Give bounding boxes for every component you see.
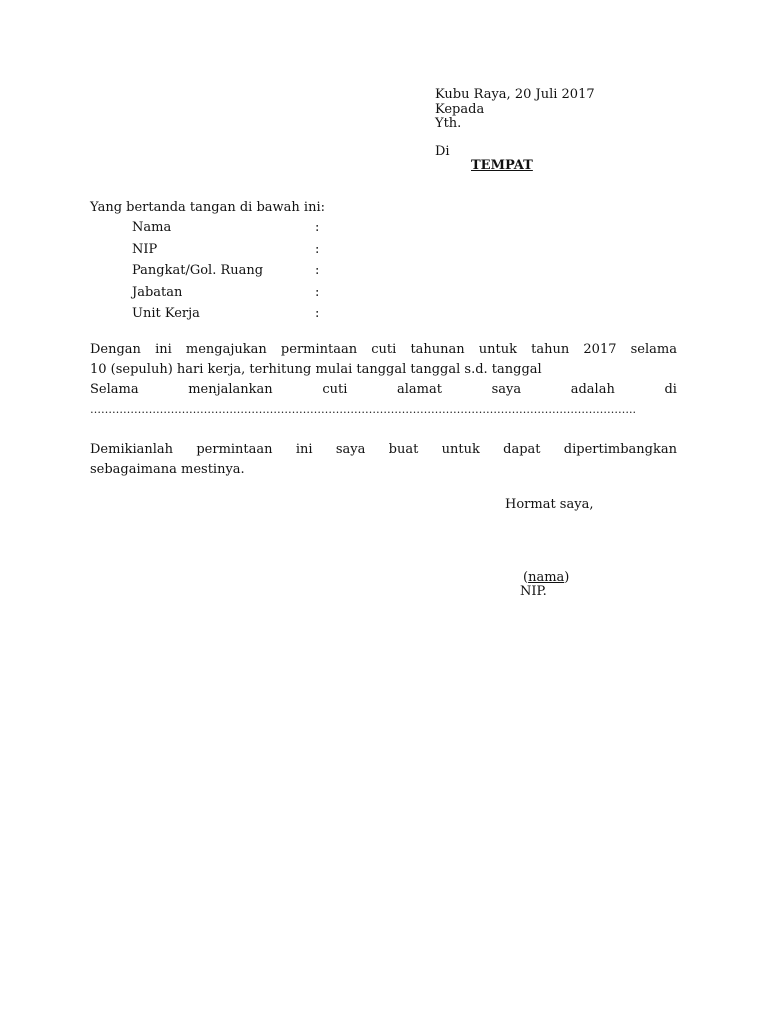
field-colon: : <box>315 220 320 235</box>
field-colon: : <box>315 263 320 278</box>
yth-label: Yth. <box>435 116 462 131</box>
tempat-label: TEMPAT <box>471 158 533 173</box>
request-line-2: 10 (sepuluh) hari kerja, terhitung mulai tanggal tanggal s.d. tanggal <box>90 362 542 377</box>
address-word: adalah <box>570 382 615 397</box>
closing-line-1: Demikianlah permintaan ini saya buat untuk dapat dipertimbangkan <box>90 442 677 457</box>
field-colon: : <box>315 242 320 257</box>
closing-line-2: sebagaimana mestinya. <box>90 462 245 477</box>
closing-paragraph <box>90 440 677 480</box>
place-date: Kubu Raya, 20 Juli 2017 <box>435 87 595 102</box>
field-label-nama: Nama <box>132 220 172 235</box>
address-word: cuti <box>322 382 348 397</box>
request-paragraph <box>90 340 677 420</box>
di-label: Di <box>435 144 450 159</box>
signature-name-text: nama <box>528 570 565 585</box>
kepada-label: Kepada <box>435 102 485 117</box>
address-word: di <box>664 382 677 397</box>
paren-open: ( <box>523 570 529 585</box>
signature-nip: NIP. <box>520 584 547 599</box>
address-word: saya <box>491 382 522 397</box>
field-colon: : <box>315 306 320 321</box>
address-word: Selama <box>90 382 139 397</box>
greeting: Hormat saya, <box>505 497 594 512</box>
address-line <box>90 380 677 400</box>
field-label-nip: NIP <box>132 242 158 257</box>
field-label-unit-kerja: Unit Kerja <box>132 306 200 321</box>
request-line-1-text: Dengan ini mengajukan permintaan cuti tahunan untuk tahun 2017 selama <box>90 342 677 357</box>
address-word: menjalankan <box>188 382 273 397</box>
request-line-1 <box>90 340 677 360</box>
address-dots: ………………………………………………………………………………………………………………………………….. <box>90 403 636 416</box>
field-colon: : <box>315 285 320 300</box>
address-word: alamat <box>396 382 442 397</box>
intro-text: Yang bertanda tangan di bawah ini: <box>90 200 325 215</box>
paren-close: ) <box>564 570 570 585</box>
field-label-pangkat: Pangkat/Gol. Ruang <box>132 263 264 278</box>
field-label-jabatan: Jabatan <box>132 285 183 300</box>
